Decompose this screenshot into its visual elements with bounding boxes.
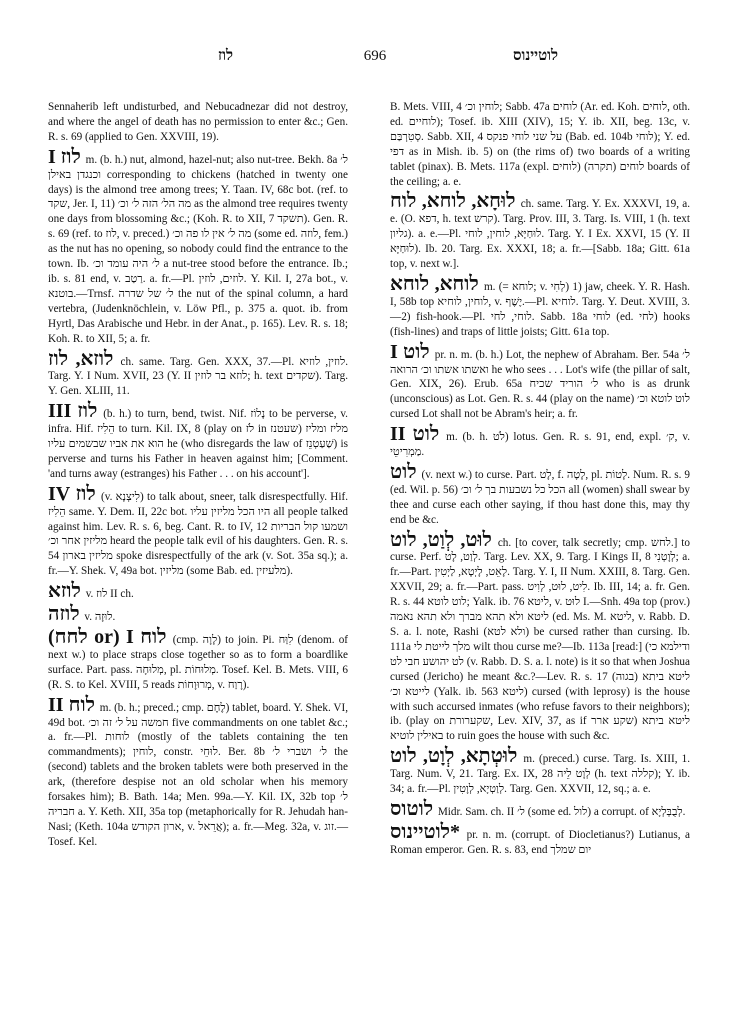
entry-headword: לוז IV	[48, 482, 96, 505]
dictionary-entry	[390, 340, 690, 423]
entry-headword: לוטוס	[390, 797, 434, 820]
right-column	[390, 100, 690, 881]
entry-headword: לוט II	[390, 423, 440, 446]
entry-text: v. לוז II ch.	[85, 588, 134, 601]
entry-text: (cmp. לָוָה) to join. Pi. לִוַּח (denom. of next w.) to place straps close together so as to form a boardlike surface. Part. pass. מְלוּחָה, pl. מְלוּחוֹת. Tosef. Kel. B. Mets. VIII, 6 (R. S. to Kel. XVIII, 5 reads מְרוּוָחוֹת, v. רָוַח).	[48, 634, 349, 691]
entry-headword: לוזה	[48, 603, 80, 626]
entry-text: Midr. Sam. ch. II ל׳ (some ed. לול) a corrupt. of לְבֻבְּלְיָא.	[437, 805, 686, 818]
header-right-word: לוטיינוס	[512, 48, 558, 64]
dictionary-entry	[390, 528, 691, 745]
entry-text: pr. n. m. (b. h.) Lot, the nephew of Abraham. Ber. 54a ל׳ ואשתו אשתו וכ׳ הרואה he who sees . . . Lot's wife (the pillar of salt, Gen. XIX, 26). Erub. 65a ל׳ הוריד שכיח who is as drunk (unconscious) as Lot. Gen. R. s. 44 (play on the name) לוט לוטא וכ׳ cursed Lot shall not be Abram's heir; a. fr.	[390, 348, 690, 421]
entry-text: (b. h.) to turn, bend, twist. Nif. נָלוֹז to be perverse, v. infra. Hif. הֵלִיז to turn. Kil. IX, 8 (play on לֹז in שעטנז) מליז ומליז הוא את אביו שבשמים עליו he (who disregards the law of שַׁעַטְנֵז) is perverse and turns his Father in heaven against him; [Comment. 'and turns away (estranges) his Father . . . on his account'].	[48, 408, 349, 480]
dictionary-entry	[48, 402, 348, 482]
entry-text: ch. [to cover, talk secretly; cmp. לחש.] to curse. Perf. לְוַט, לָט. Targ. Lev. XX, 9. Targ. I Kings II, 8 לְוָטְנִי; a. fr.—Part. לָאֵט, לָיְטָא, לַיְטִין. Targ. Y. I, II Num. XXIII, 8. Targ. Gen. XXVII, 29; a. fr.—Part. pass. לִיט, לוּט, לְוִיט. Ib. III, 14; a. fr. Gen. R. s. 44 לוט לוטא; Yalk. ib. 76 ליטא, v. לוּט I.—Snh. 49a top (prov.) ליטא ולא תהא מברך ולא תהא נאמה (ed. Ms. M. ליטא, v. Rabb. D. S. a. l. note, Rashi (ולא לטא) be cursed rather than cursing. Ib. 111a מלך לייטת לי wilt thou curse me?—Ib. 113a [read:] (ודילמא כי לט יהושע חבי לט (v. Rabb. D. S. a. l. note) is it so that when Joshua cursed (Jericho) he meant &c.?—Lev. R. s. 17 (בגוה) ליטא ביתא לייטא וכ׳ (Yalk. ib. 563 ליטא) cursed (with leprosy) is the house with such accursed inmates (who refuse favors to their neighbors); ib. (play on שקערורת, Lev. XIV, 37, as if שקע ארר) ליטא ביתא באילין לוטיא to ruin goes the house with such &c.	[390, 536, 691, 743]
page-header	[0, 48, 750, 72]
entry-headword: לוּט, לְוַט, לוט	[390, 528, 492, 551]
entry-headword: לוט	[390, 460, 417, 483]
entry-text: ch. same. Targ. Y. Ex. XXXVI, 19, a. e. (O. דפא, h. text קרש). Targ. Prov. III, 3. Targ. Is. VIII, 1 (h. text גליון). a. e.—Pl. לוּחַיָּא, לוחין, לוחי. Targ. Y. I Ex. XXVI, 15 (Y. II לוּחַיָּא). Ib. 20. Targ. Ex. XXXI, 18; a. fr.—[Sabb. 18a; Gitt. 61a top, v. next w.].	[390, 198, 691, 271]
dictionary-entry	[390, 272, 691, 340]
entry-text: (v. לִיצְנָא) to talk about, sneer, talk disrespectfully. Hif. הֵלִיז same. Y. Dem. II, 22c bot. היו הכל מליזין עליו all people talked against him. Lev. R. s. 6, beg. Cant. R. to IV, 12 ושמעו קול הבריות מליזין אחר וכ׳ heard the people talk evil of his daughters. Gen. R. s. 54 מליזין בארון spoke disrespectfully of the ark (v. Sot. 35a sq.); a. fr.—Y. Shek. V, 49a bot. מליזין (some Bab. ed. מלעיזין).	[48, 490, 348, 578]
entry-headword: לוזא	[48, 580, 81, 603]
dictionary-entry	[48, 347, 348, 400]
dictionary-entry	[390, 425, 690, 460]
dictionary-entry	[390, 192, 690, 272]
entry-text: B. Mets. VIII, 4 לוחין וכ׳; Sabb. 47a לוחים (Ar. ed. Koh. לוחים, oth. ed. לוחיים); Tosef. ib. XIII (XIV), 15; Y. ib. XII, beg. 13c, v. סְטִרְבַּם. Sabb. XII, 4 על שני לוחי פנקס (Bab. ed. 104b לוחי); Y. ed. דפי as in Mish. ib. 5) on (the rims of) two boards of a writing tablet (pinax). B. Mets. 117a (expl. לוחים) לוחים (תקרה) boards of the ceiling; a. e.	[390, 101, 691, 188]
entry-text: m. (b. h. לֹט) lotus. Gen. R. s. 91, end, expl. ק׳, v. מַמְרִיטֵי.	[390, 431, 690, 459]
entry-headword: לוז III	[48, 400, 98, 423]
entry-headword: לוזא, לוז	[48, 347, 114, 370]
entry-text: Sennaherib left undisturbed, and Nebucadnezar did not destroy, and where the angel of death has no permission to enter &c.; Gen. R. s. 69 (applied to Gen. XXVIII, 19).	[48, 101, 348, 143]
page-number: 696	[363, 48, 387, 64]
dictionary-entry	[48, 605, 348, 625]
dictionary-entry	[48, 693, 348, 850]
continuation-text	[48, 100, 348, 145]
header-left-word: לוז	[218, 48, 234, 64]
entry-headword: לוחא, לוחא	[390, 272, 479, 295]
dictionary-entry	[390, 797, 690, 820]
dictionary-entry	[390, 861, 690, 881]
entry-headword: לוח II	[48, 693, 95, 716]
entry-text: m. (b. h.) nut, almond, hazel-nut; also nut-tree. Bekh. 8a ל׳ וכנגדן באילן corresponding to chickens (hatched in twenty one days) is the almond tree among trees; Y. Taan. IV, 68c bot. (ref. to שקד, Jer. I, 11) מה הל׳ הזה ל׳ וכ׳ as the almond tree requires twenty one days from blossoming &c.; (Koh. R. to XII, 7 תשקד). Gen. R. s. 69 (ref. to לוז, v. preced.) מה ל׳ אין לו פה וכ׳ (some ed. לוזה, fem.) as the nut has no opening, so nobody could find the entrance to the town. Ib. ל׳ היה עומד וכ׳ a nut-tree stood before the entrance. Ib.; ib. s. 81 end, v. רַטַב. a. fr.—Pl. לוזים, לוזין. Y. Kil. I, 27a bot., v. בוטנא.—Trnsf. ל׳ של שדרה the nut of the spinal column, a hard vertebra, (Judenknöchlein, v. Löw Pfl., p. 375 a. quot. ib. from Hyrtl, Das Arabische und Hebr. in der Anat., p. 165). Lev. R. s. 18; Koh. R. to XII, 5; a. fr.	[48, 153, 349, 345]
entry-text: pr. n. m. (corrupt. of Diocletianus?) Lutianus, a Roman emperor. Gen. R. s. 83, end יום שמלך	[390, 828, 691, 856]
entry-text: m. (= לוחא; v. לְחִי) 1) jaw, cheek. Y. R. Hash. I, 58b top לוחין, לוחיא, v. יֶשֶׁף.—Pl. לוחיא. Targ. Y. Deut. XVIII, 3.—2) fish-hook.—Pl. לוחי, לחי. Sabb. 18a לוחי (ed. לחי) hooks (fish-lines) and traps of little joists; Gitt. 61a top.	[390, 280, 691, 338]
dictionary-entry	[48, 145, 349, 347]
entry-text: m. (preced.) curse. Targ. Is. XIII, 1. Targ. Num. V, 21. Targ. Ex. IX, 28 לְוָט לֵיה (h. text קללה); Y. ib. 34; a. fr.—Pl. לְוַטְיָא, לְוָטִין. Targ. Gen. XXVII, 12, sq.; a. e.	[390, 753, 691, 796]
dictionary-entry	[48, 582, 348, 602]
entry-text: v. לוּזָה.	[84, 611, 116, 624]
entry-headword: לוּטְתָא, לְוָט, לוט	[390, 745, 518, 768]
entry-text: ch. same. Targ. Gen. XXX, 37.—Pl. לוזין, לוזיא. Targ. Y. I Num. XVII, 23 (Y. II לוזא בר לוזין; h. text שקדים). Targ. Y. Gen. XLIII, 11.	[48, 355, 348, 398]
entry-headword: לוט I	[390, 340, 430, 363]
dictionary-entry	[390, 820, 691, 858]
entry-headword: לוח I (or לחח)	[48, 626, 167, 648]
entry-headword: לוּחָא, לוחא, לוח	[390, 190, 516, 213]
dictionary-entry	[48, 628, 348, 693]
dictionary-entry	[48, 482, 348, 579]
entry-headword: *לוטיינוס	[390, 820, 461, 843]
dictionary-entry	[390, 747, 690, 797]
left-column	[48, 100, 348, 850]
entry-text: (v. next w.) to curse. Part. לָט, f. לָטָה, pl. לָטוֹת. Num. R. s. 9 (ed. Wil. p. 56) הכל כל נשבעות בך ל׳ וכ׳ all (women) shall swear by thee and curse each other saying, if thou hast done this, may thy end be &c.	[390, 468, 691, 526]
continuation-text	[390, 100, 690, 189]
dictionary-entry	[390, 460, 691, 528]
entry-headword: לוז I	[48, 145, 81, 168]
entry-text: m. (b. h.; preced.; cmp. לֶחֶם) tablet, board. Y. Shek. VI, 49d bot. חמשה על ל׳ זה וכ׳ five commandments on one tablet &c.; a. fr.—Pl. לוחות (mostly of the tablets containing the ten commandments); לוחין, constr. לוּחֵי. Ber. 8b ל׳ ושברי ל׳ the (second) tablets and the broken tablets were both preserved in the ark, (therefore despise not an old scholar when his memory forsakes him); B. Bath. 14a; Men. 99a.—Y. Kil. IX, 32b top ל׳ חבריה a. Y. Keth. XII, 35a top (metaphorically for R. Jehudah han-Nasi; (Keth. 104a ארון הקודש, v. אֲרֵאל); a. fr.—Meg. 32a, v. זוג.—Tosef. Kel.	[48, 701, 348, 848]
